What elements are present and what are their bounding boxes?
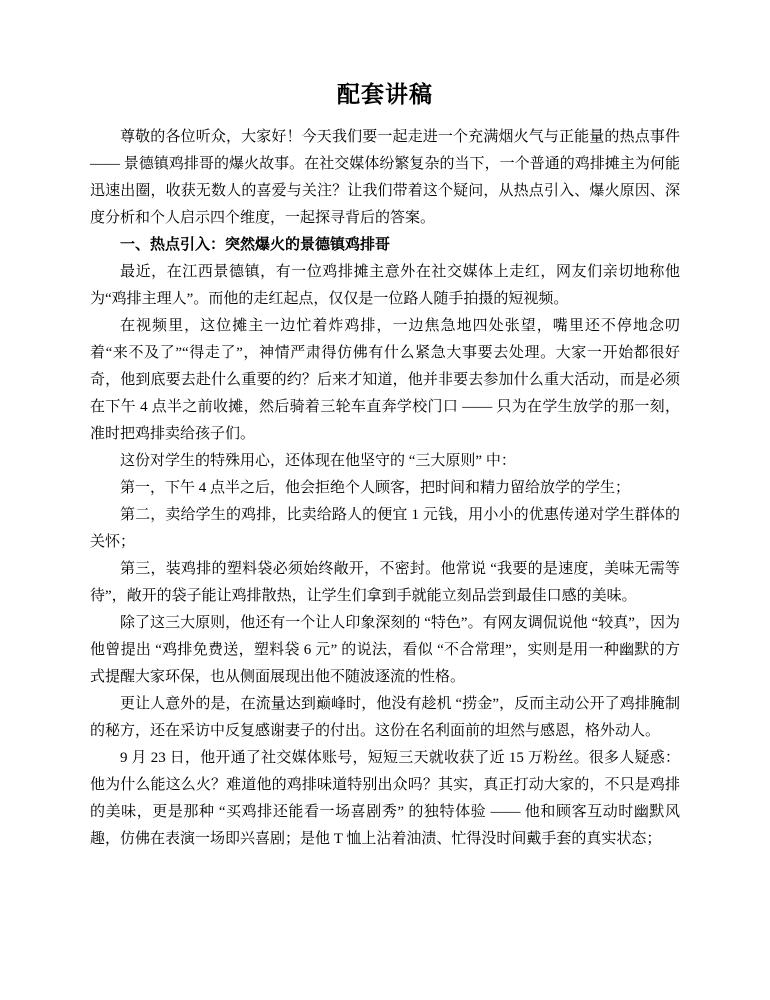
paragraph: 更让人意外的是，在流量达到巅峰时，他没有趁机 “捞金”，反而主动公开了鸡排腌制的秘方，还在采访中反复感谢妻子的付出。这份在名利面前的坦然与感恩，格外动人。 xyxy=(90,696,680,739)
document-title: 配套讲稿 xyxy=(337,82,433,107)
section-heading: 一、热点引入：突然爆火的景德镇鸡排哥 xyxy=(120,237,391,253)
paragraph: 第三，装鸡排的塑料袋必须始终敞开，不密封。他常说 “我要的是速度，美味无需等待”，敞开的袋子能让鸡排散热，让学生们拿到手就能立刻品尝到最佳口感的美味。 xyxy=(90,561,680,604)
paragraph: 9 月 23 日，他开通了社交媒体账号，短短三天就收获了近 15 万粉丝。很多人疑惑：他为什么能这么火？难道他的鸡排味道特别出众吗？其实，真正打动大家的，不只是鸡排的美味，更是那种 “买鸡排还能看一场喜剧秀” 的独特体验 —— 他和顾客互动时幽默风趣，仿佛在表演一场即兴喜剧；是他 T 恤上沾着油渍、忙得没时间戴手套的真实状态； xyxy=(90,750,680,847)
paragraph: 这份对学生的特殊用心，还体现在他坚守的 “三大原则” 中： xyxy=(120,453,516,469)
document-body xyxy=(90,124,680,853)
paragraph: 尊敬的各位听众，大家好！今天我们要一起走进一个充满烟火气与正能量的热点事件 —— 景德镇鸡排哥的爆火故事。在社交媒体纷繁复杂的当下，一个普通的鸡排摊主为何能迅速出圈，收获无数人的喜爱与关注？让我们带着这个疑问，从热点引入、爆火原因、深度分析和个人启示四个维度，一起探寻背后的答案。 xyxy=(90,129,680,226)
paragraph: 除了这三大原则，他还有一个让人印象深刻的 “特色”。有网友调侃说他 “较真”，因为他曾提出 “鸡排免费送，塑料袋 6 元” 的说法，看似 “不合常理”，实则是用一种幽默的方式提醒大家环保，也从侧面展现出他不随波逐流的性格。 xyxy=(90,615,680,685)
paragraph: 第一，下午 4 点半之后，他会拒绝个人顾客，把时间和精力留给放学的学生； xyxy=(120,480,631,496)
paragraph: 最近，在江西景德镇，有一位鸡排摊主意外在社交媒体上走红，网友们亲切地称他为“鸡排主理人”。而他的走红起点，仅仅是一位路人随手拍摄的短视频。 xyxy=(90,264,680,307)
paragraph: 第二，卖给学生的鸡排，比卖给路人的便宜 1 元钱，用小小的优惠传递对学生群体的关怀； xyxy=(90,507,680,550)
paragraph: 在视频里，这位摊主一边忙着炸鸡排，一边焦急地四处张望，嘴里还不停地念叨着“来不及了”“得走了”，神情严肃得仿佛有什么紧急大事要去处理。大家一开始都很好奇，他到底要去赴什么重要的约？后来才知道，他并非要去参加什么重大活动，而是必须在下午 4 点半之前收摊，然后骑着三轮车直奔学校门口 —— 只为在学生放学的那一刻，准时把鸡排卖给孩子们。 xyxy=(90,318,680,442)
